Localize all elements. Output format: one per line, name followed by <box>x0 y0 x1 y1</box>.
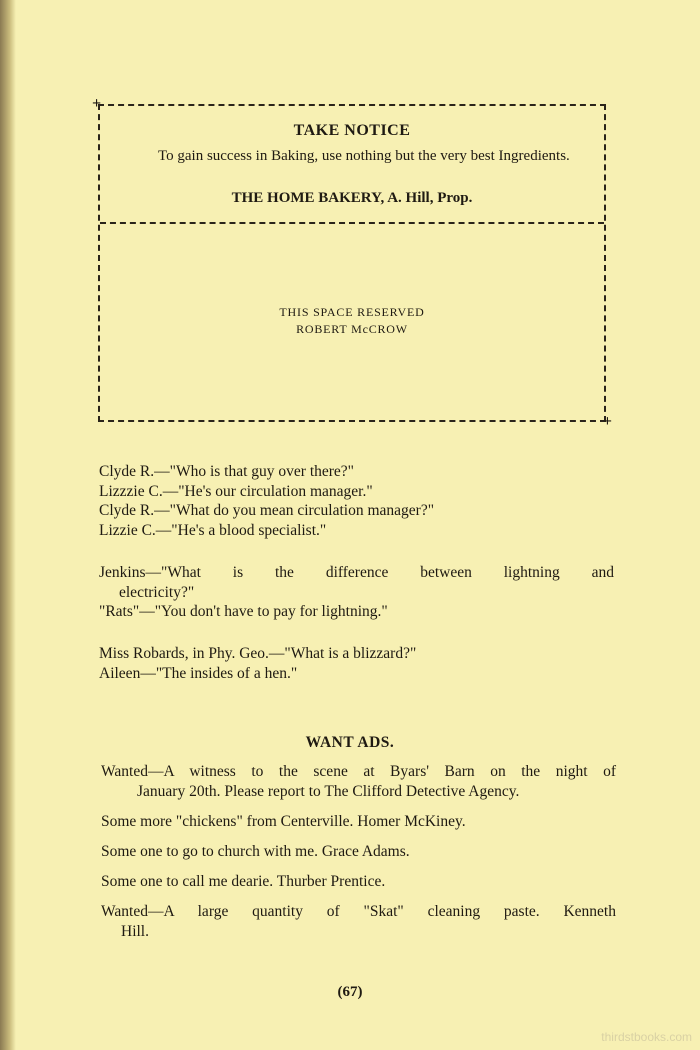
joke-group-3 <box>99 644 614 683</box>
joke-line: "Rats"—"You don't have to pay for lightning." <box>99 603 388 620</box>
joke-line: electricity?" <box>119 583 195 601</box>
joke-line: Aileen—"The insides of a hen." <box>99 664 298 682</box>
want-ads-title: WANT ADS. <box>305 734 395 751</box>
watermark: thirdstbooks.com <box>601 1030 692 1044</box>
joke-line: Jenkins—"What is the difference between lightning and <box>99 564 614 581</box>
want-ad-line: Some more "chickens" from Centerville. Homer McKiney. <box>101 813 466 830</box>
reserved-space <box>100 304 604 338</box>
page-number: (67) <box>337 984 363 1000</box>
reserved-line-1: THIS SPACE RESERVED <box>279 305 425 319</box>
want-ad-line: Hill. <box>121 923 149 940</box>
want-ad-item <box>101 902 616 942</box>
joke-group-1 <box>99 462 614 540</box>
want-ad-line: Wanted—A large quantity of "Skat" cleaning paste. Kenneth <box>101 903 616 920</box>
ad-divider <box>100 222 604 224</box>
notice-title: + TAKE NOTICE <box>293 122 411 139</box>
joke-line: Miss Robards, in Phy. Geo.—"What is a blizzard?" <box>99 645 417 662</box>
want-ad-line: Some one to call me dearie. Thurber Prentice. <box>101 873 386 890</box>
notice-signature: THE HOME BAKERY, A. Hill, Prop. <box>231 190 473 206</box>
joke-group-2 <box>99 563 614 622</box>
notice-body: To gain success in Baking, use nothing but the very best Ingredients. <box>158 148 570 164</box>
want-ad-line: Wanted—A witness to the scene at Byars' Barn on the night of <box>101 763 616 780</box>
want-ads-list <box>101 762 616 952</box>
want-ad-line: Some one to go to church with me. Grace Adams. <box>101 843 410 860</box>
want-ad-item <box>101 762 616 802</box>
joke-line: Lizzie C.—"He's a blood specialist." <box>99 521 327 539</box>
want-ad-item <box>101 872 616 892</box>
page-binding-shadow <box>0 0 16 1050</box>
reserved-line-2: ROBERT McCROW <box>296 322 408 336</box>
want-ad-item <box>101 812 616 832</box>
joke-line: Clyde R.—"What do you mean circulation manager?" <box>99 502 435 519</box>
advertisement-box <box>98 104 606 422</box>
joke-line: Clyde R.—"Who is that guy over there?" <box>99 463 355 480</box>
want-ad-line: January 20th. Please report to The Clifford Detective Agency. <box>137 783 520 800</box>
joke-line: Lizzzie C.—"He's our circulation manager." <box>99 482 373 500</box>
want-ad-item <box>101 842 616 862</box>
